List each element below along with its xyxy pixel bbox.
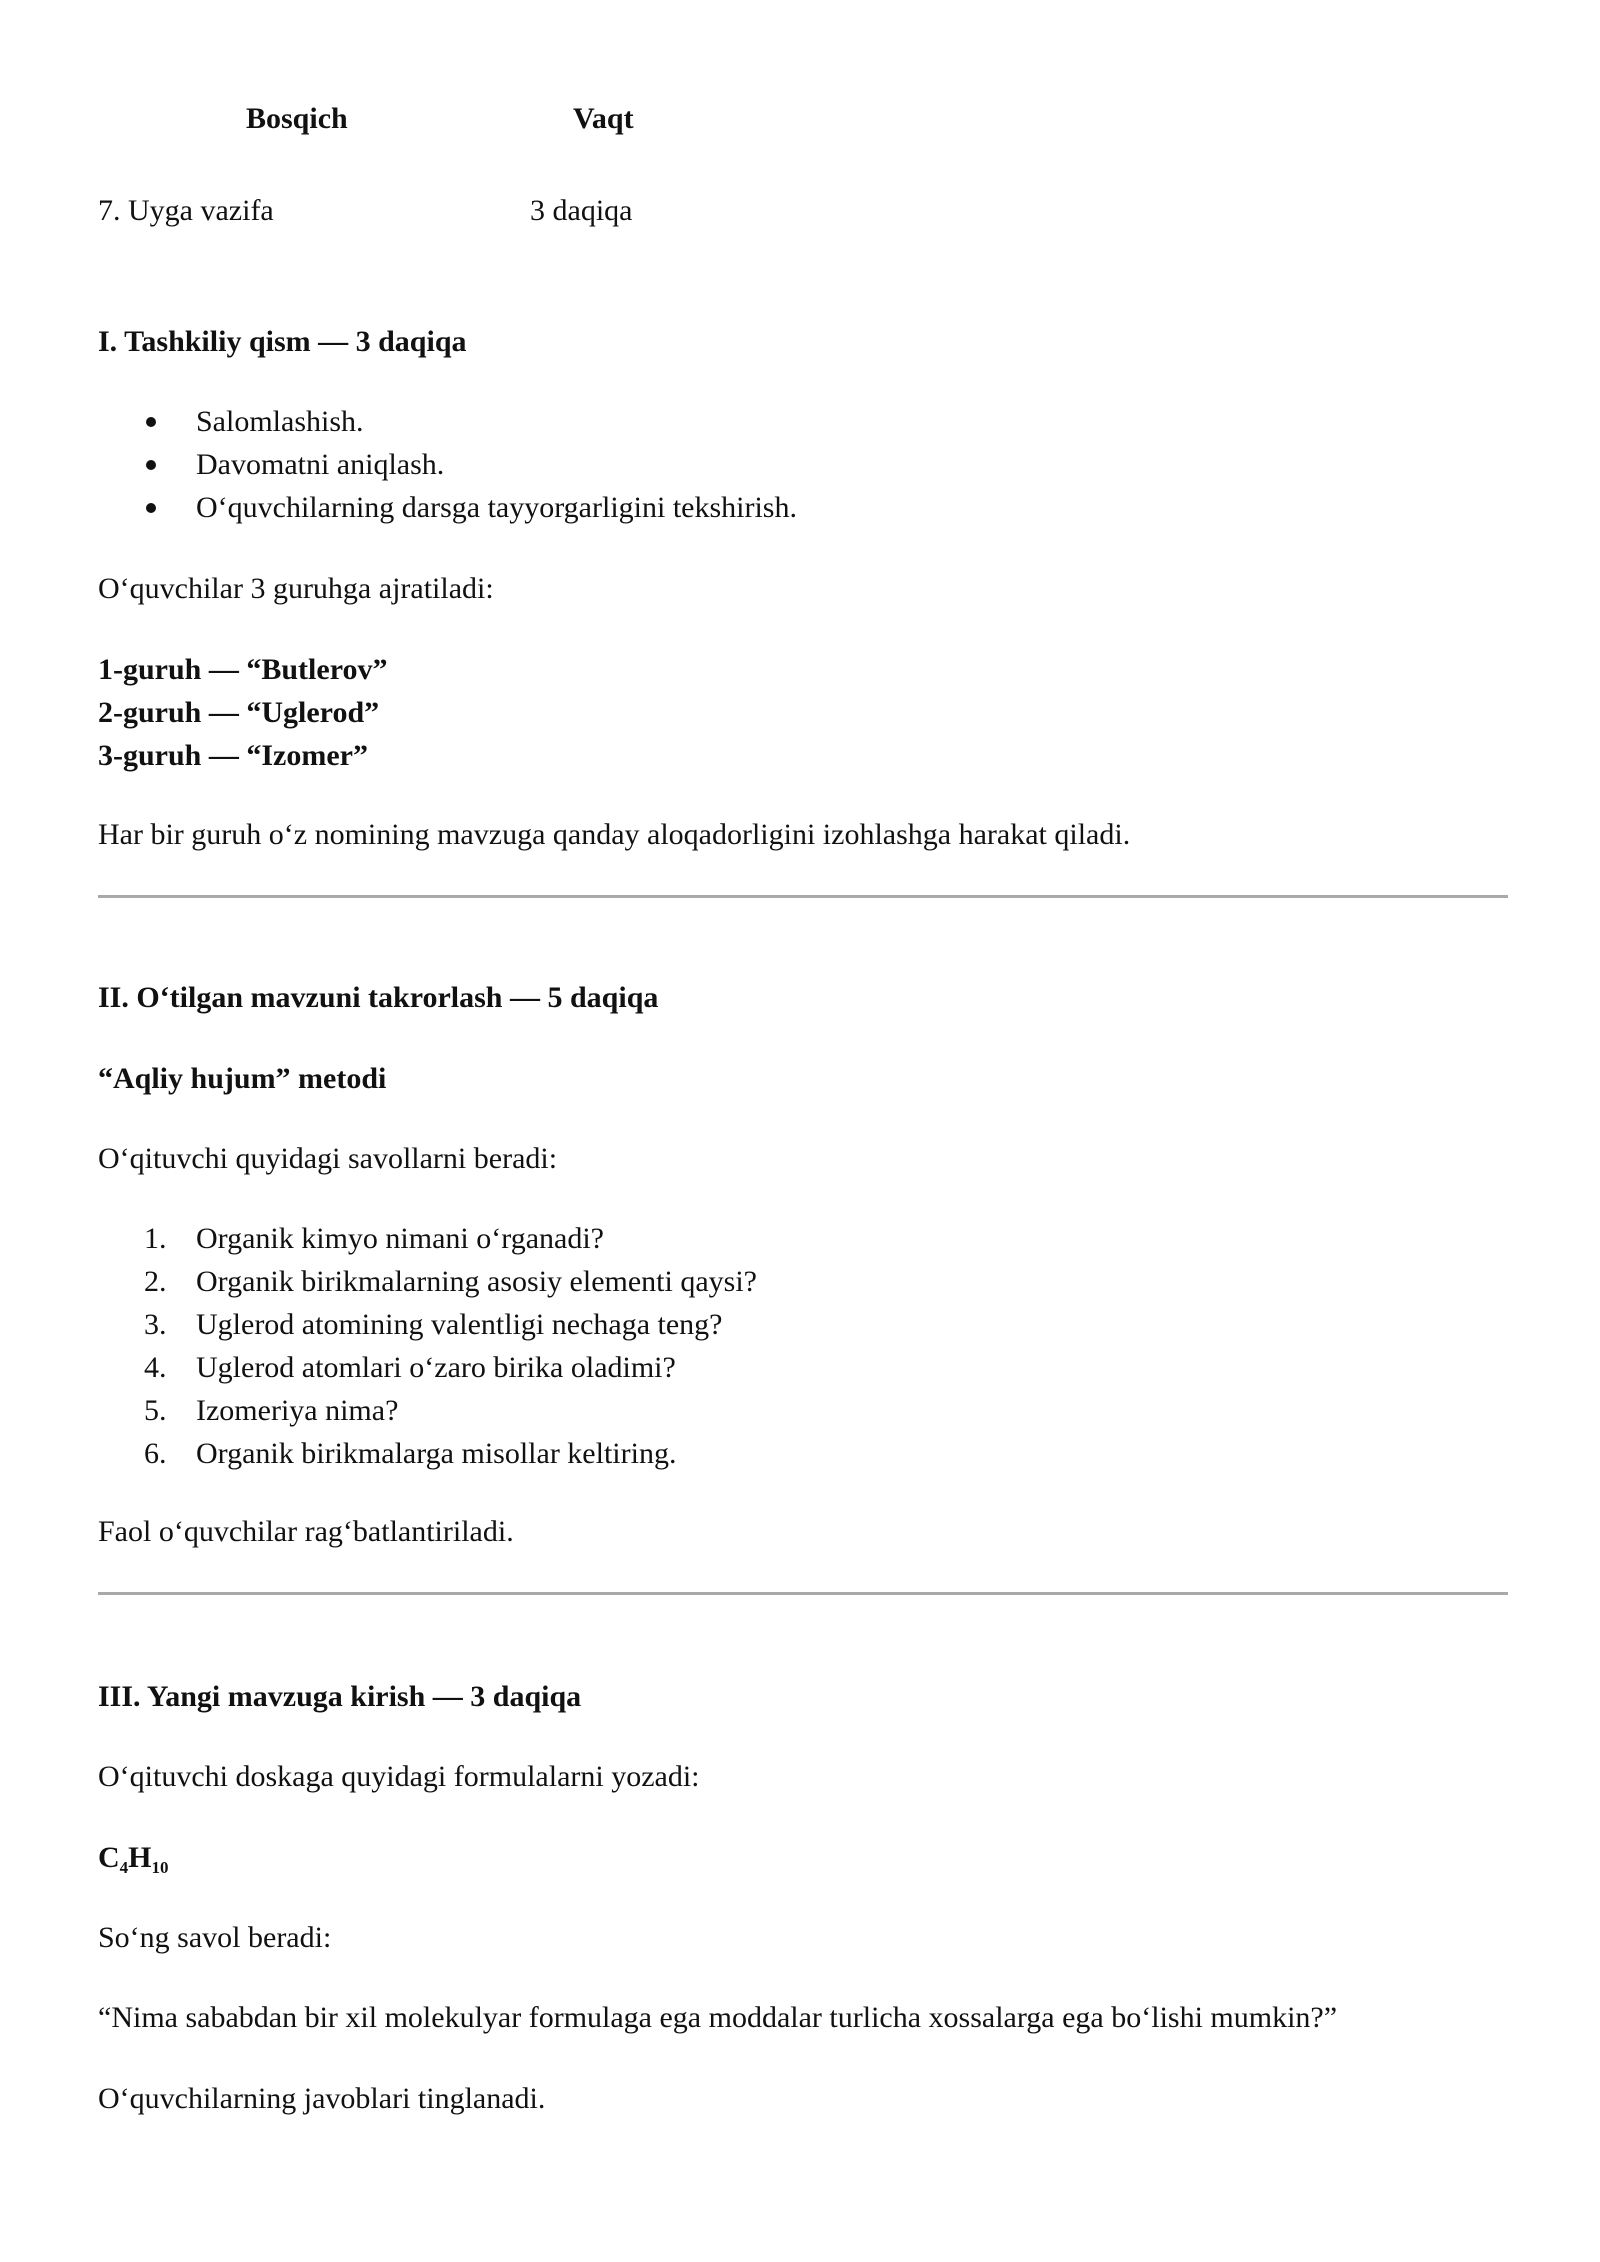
- list-item: [98, 1217, 757, 1260]
- question-lead: So‘ng savol beradi:: [98, 1921, 332, 1954]
- questions-intro: O‘qituvchi quyidagi savollarni beradi:: [98, 1142, 558, 1175]
- group-list: [98, 648, 387, 777]
- bullet-list: [98, 400, 1398, 529]
- list-number: 3.: [144, 1308, 167, 1341]
- list-item: [98, 400, 1398, 443]
- list-number: 6.: [144, 1437, 167, 1470]
- list-item-text: O‘quvchilarning darsga tayyorgarligini tekshirish.: [196, 491, 797, 524]
- table-cell-time: 3 daqiqa: [530, 194, 633, 227]
- list-item-text: Organik kimyo nimani o‘rganadi?: [196, 1222, 604, 1255]
- question-quote: “Nima sababdan bir xil molekulyar formulaga ega moddalar turlicha xossalarga ega bo‘lishi mumkin?”: [98, 2001, 1338, 2034]
- list-number: 4.: [144, 1351, 167, 1384]
- formula-element-h: H: [128, 1841, 152, 1874]
- formula-element-c: C: [98, 1841, 120, 1874]
- list-item: [98, 1346, 757, 1389]
- table-header-time: Vaqt: [573, 102, 634, 135]
- list-item: [98, 1260, 757, 1303]
- list-item: [98, 443, 1398, 486]
- table-header-stage: Bosqich: [246, 102, 348, 135]
- section-3-outro: O‘quvchilarning javoblari tinglanadi.: [98, 2082, 546, 2115]
- section-2-outro: Faol o‘quvchilar rag‘batlantiriladi.: [98, 1515, 514, 1548]
- group-item: 3-guruh — “Izomer”: [98, 739, 368, 772]
- list-number: 1.: [144, 1222, 167, 1255]
- groups-outro: Har bir guruh o‘z nomining mavzuga qanday aloqadorligini izohlashga harakat qiladi.: [98, 818, 1131, 851]
- list-item-text: Salomlashish.: [196, 405, 364, 438]
- group-item: 2-guruh — “Uglerod”: [98, 696, 380, 729]
- list-item-text: Izomeriya nima?: [196, 1394, 399, 1427]
- list-item-text: Davomatni aniqlash.: [196, 448, 445, 481]
- group-item: 1-guruh — “Butlerov”: [98, 653, 388, 686]
- section-3-intro: O‘qituvchi doskaga quyidagi formulalarni yozadi:: [98, 1760, 700, 1793]
- question-list: [98, 1217, 757, 1475]
- list-item-text: Uglerod atomining valentligi nechaga teng?: [196, 1308, 723, 1341]
- divider: [98, 895, 1508, 898]
- list-item-text: Uglerod atomlari o‘zaro birika oladimi?: [196, 1351, 676, 1384]
- list-number: 5.: [144, 1394, 167, 1427]
- groups-intro: O‘quvchilar 3 guruhga ajratiladi:: [98, 572, 494, 605]
- table-cell-stage: 7. Uyga vazifa: [98, 194, 274, 227]
- section-2-title: II. O‘tilgan mavzuni takrorlash — 5 daqiqa: [98, 981, 659, 1014]
- chemical-formula: [98, 1836, 169, 1879]
- divider: [98, 1592, 1508, 1595]
- list-item: [98, 1432, 757, 1475]
- list-item-text: Organik birikmalarning asosiy elementi qaysi?: [196, 1265, 757, 1298]
- bullet-icon: [146, 460, 156, 470]
- list-number: 2.: [144, 1265, 167, 1298]
- formula-subscript-h: 10: [151, 1858, 169, 1877]
- list-item: [98, 486, 1398, 529]
- section-1-title: I. Tashkiliy qism — 3 daqiqa: [98, 325, 467, 358]
- method-title: “Aqliy hujum” metodi: [98, 1062, 387, 1095]
- list-item-text: Organik birikmalarga misollar keltiring.: [196, 1437, 677, 1470]
- list-item: [98, 1389, 757, 1432]
- bullet-icon: [146, 503, 156, 513]
- list-item: [98, 1303, 757, 1346]
- formula-subscript-c: 4: [119, 1858, 129, 1877]
- section-3-title: III. Yangi mavzuga kirish — 3 daqiqa: [98, 1680, 582, 1713]
- bullet-icon: [146, 417, 156, 427]
